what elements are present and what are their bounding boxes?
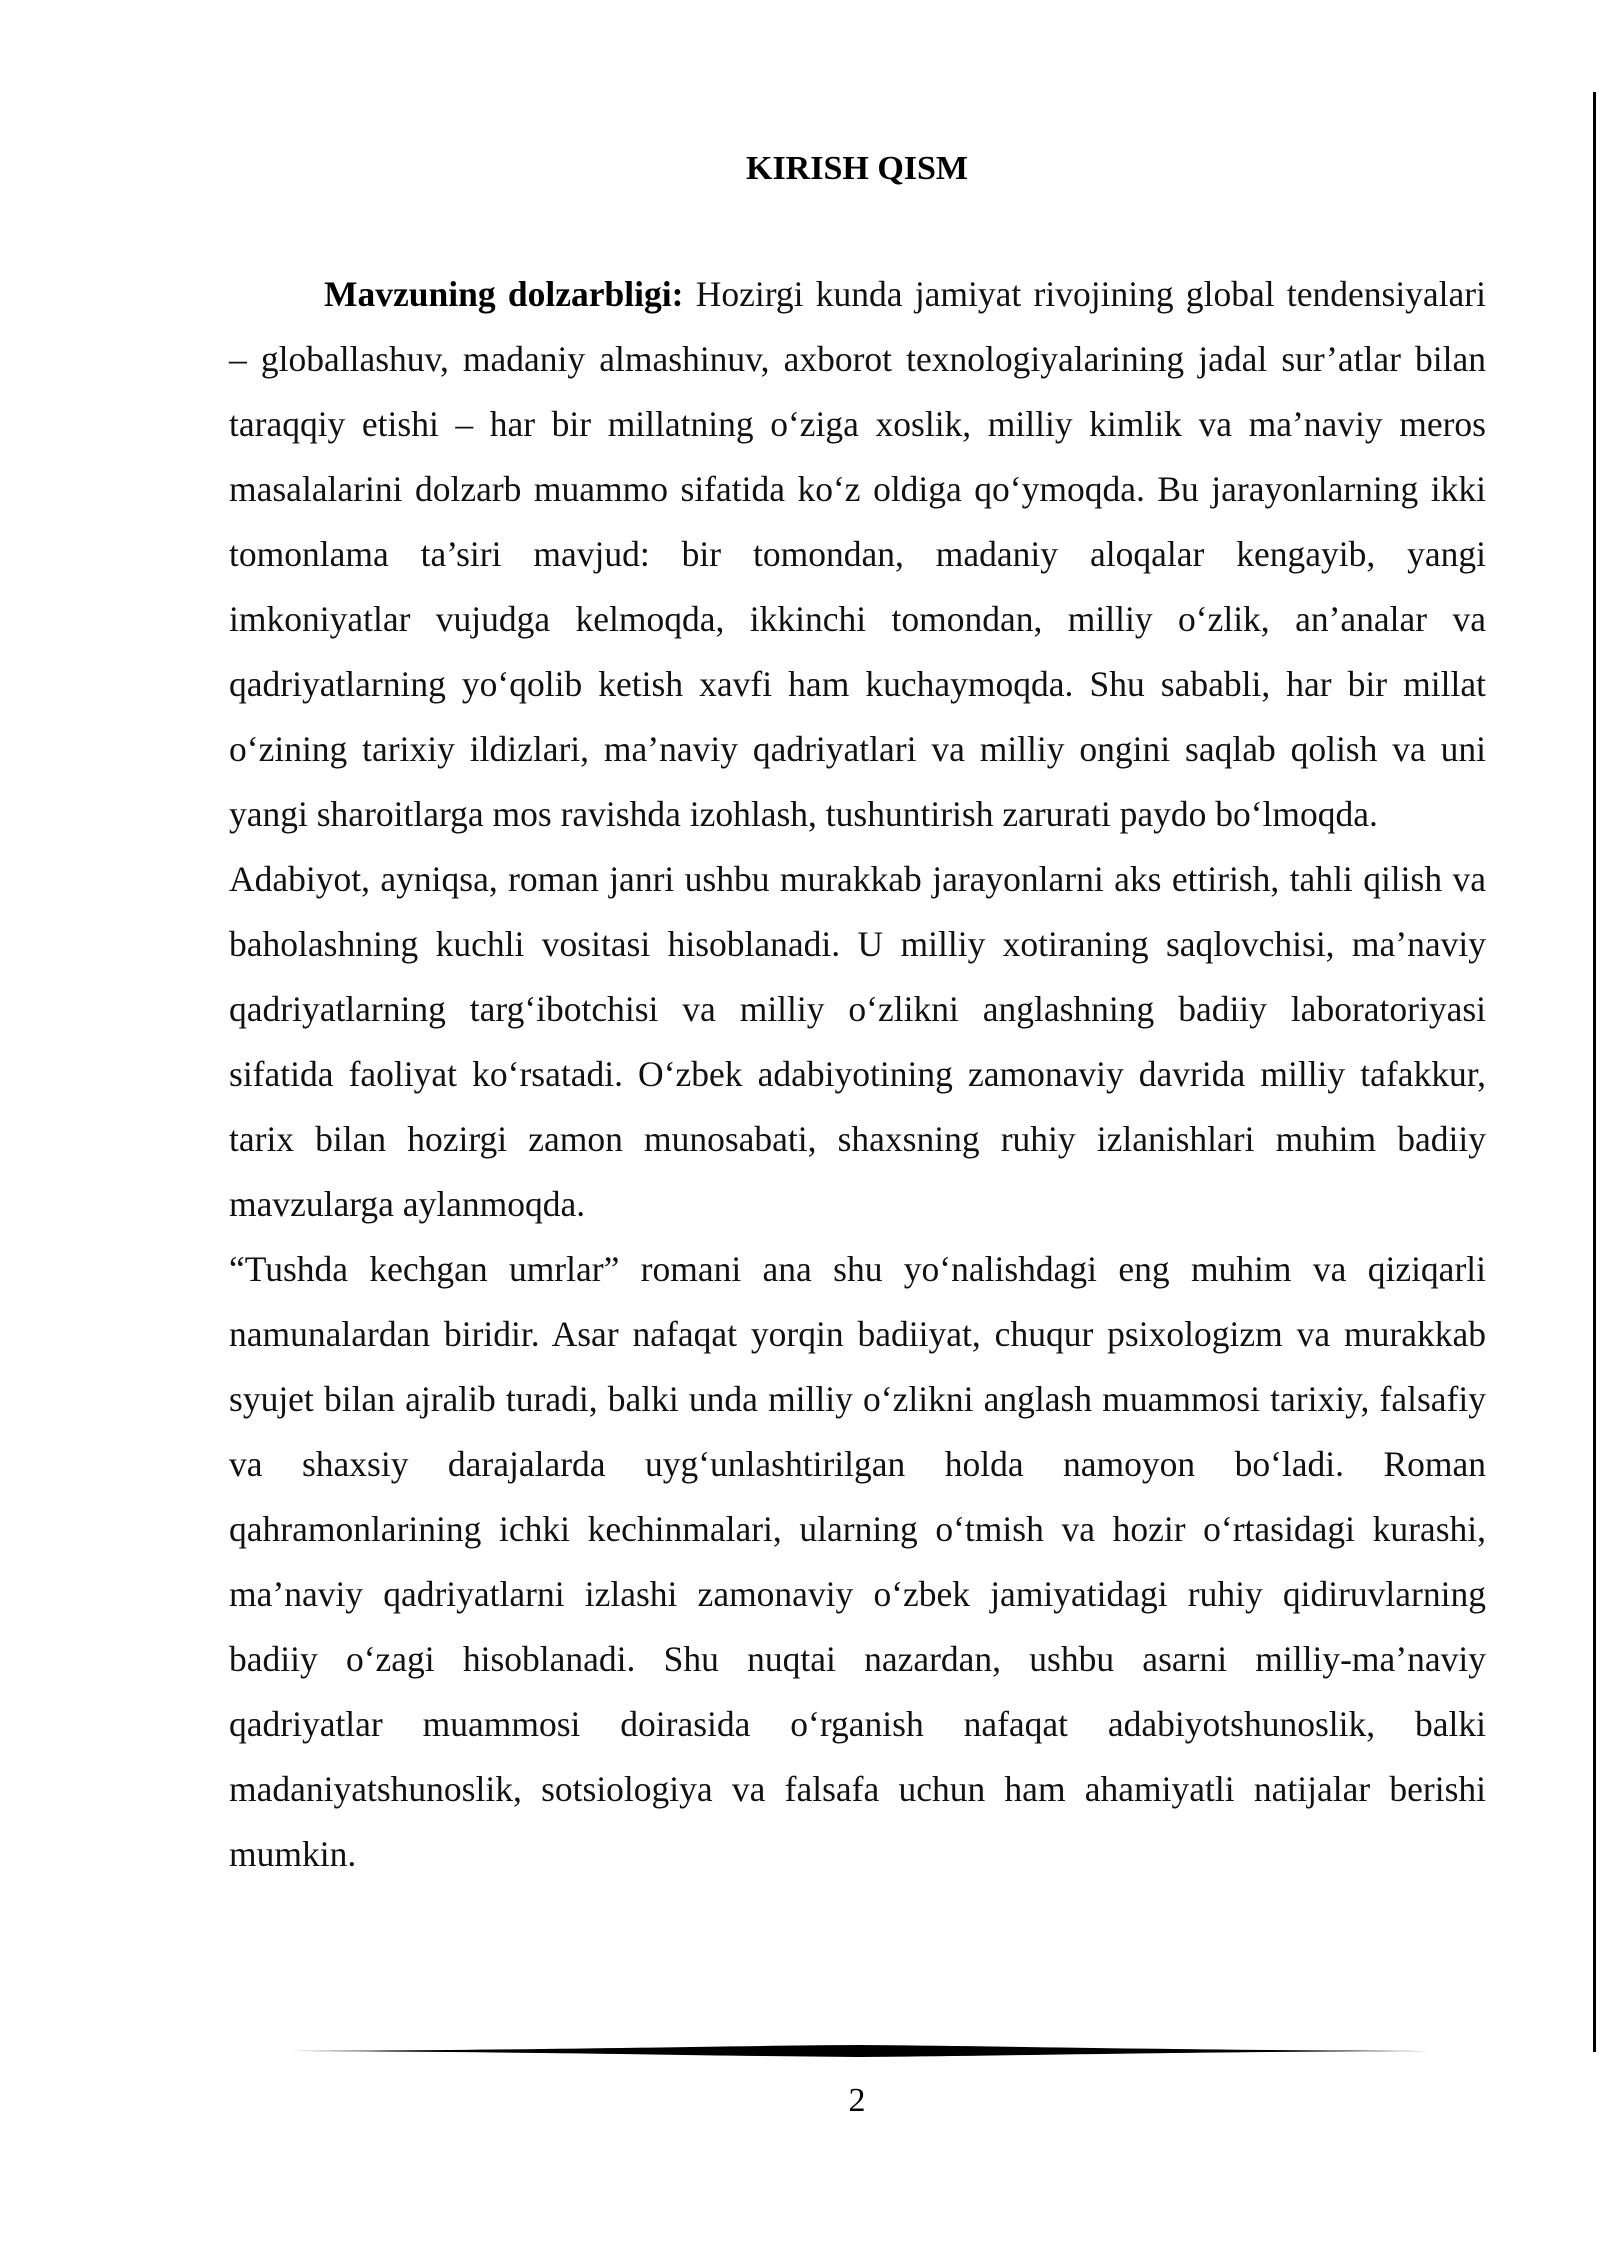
paragraph-novel: “Tushda kechgan umrlar” romani ana shu yo‘nalishdagi eng muhim va qiziqarli namunalardan biridir. Asar nafaqat yorqin badiiyat, chuqur psixologizm va murakkab syujet bilan ajralib turadi, balki unda milliy o‘zlikni anglash muammosi tarixiy, falsafiy va shaxsiy darajalarda uyg‘unlashtirilgan holda namoyon bo‘ladi. Roman qahramonlarining ichki kechinmalari, ularning o‘tmish va hozir o‘rtasidagi kurashi, ma’naviy qadriyatlarni izlashi zamonaviy o‘zbek jamiyatidagi ruhiy qidiruvlarning badiiy o‘zagi hisoblanadi. Shu nuqtai nazardan, ushbu asarni milliy-ma’naviy qadriyatlar muammosi doirasida o‘rganish nafaqat adabiyotshunoslik, balki madaniyatshunoslik, sotsiologiya va falsafa uchun ham ahamiyatli natijalar berishi mumkin. — [229, 1249, 1486, 1874]
footer-divider — [278, 2044, 1438, 2058]
page-number: 2 — [848, 2082, 866, 2119]
paragraph-text: Hozirgi kunda jamiyat rivojining global tendensiyalari – globallashuv, madaniy almashinuv, axborot texnologiyalarining jadal sur’atlar bilan taraqqiy etishi – har bir millatning o‘ziga xoslik, milliy kimlik va ma’naviy meros masalalarini dolzarb muammo sifatida ko‘z oldiga qo‘ymoqda. Bu jarayonlarning ikki tomonlama ta’siri mavjud: bir tomondan, madaniy aloqalar kengayib, yangi imkoniyatlar vujudga kelmoqda, ikkinchi tomondan, milliy o‘zlik, an’analar va qadriyatlarning yo‘qolib ketish xavfi ham kuchaymoqda. Shu sababli, har bir millat o‘zining tarixiy ildizlari, ma’naviy qadriyatlari va milliy ongini saqlab qolish va uni yangi sharoitlarga mos ravishda izohlash, tushuntirish zarurati paydo bo‘lmoqda. — [229, 274, 1486, 834]
paragraph-relevance — [229, 262, 1486, 847]
paragraph-lead: Mavzuning dolzarbligi: — [324, 274, 684, 314]
page-title: KIRISH QISM — [746, 150, 968, 187]
paragraph-literature: Adabiyot, ayniqsa, roman janri ushbu murakkab jarayonlarni aks ettirish, tahli qilish va baholashning kuchli vositasi hisoblanadi. U milliy xotiraning saqlovchisi, ma’naviy qadriyatlarning targ‘ibotchisi va milliy o‘zlikni anglashning badiiy laboratoriyasi sifatida faoliyat ko‘rsatadi. O‘zbek adabiyotining zamonaviy davrida milliy tafakkur, tarix bilan hozirgi zamon munosabati, shaxsning ruhiy izlanishlari muhim badiiy mavzularga aylanmoqda. — [229, 859, 1486, 1224]
body-text — [229, 262, 1486, 1887]
page-edge-rule — [1593, 92, 1596, 2052]
